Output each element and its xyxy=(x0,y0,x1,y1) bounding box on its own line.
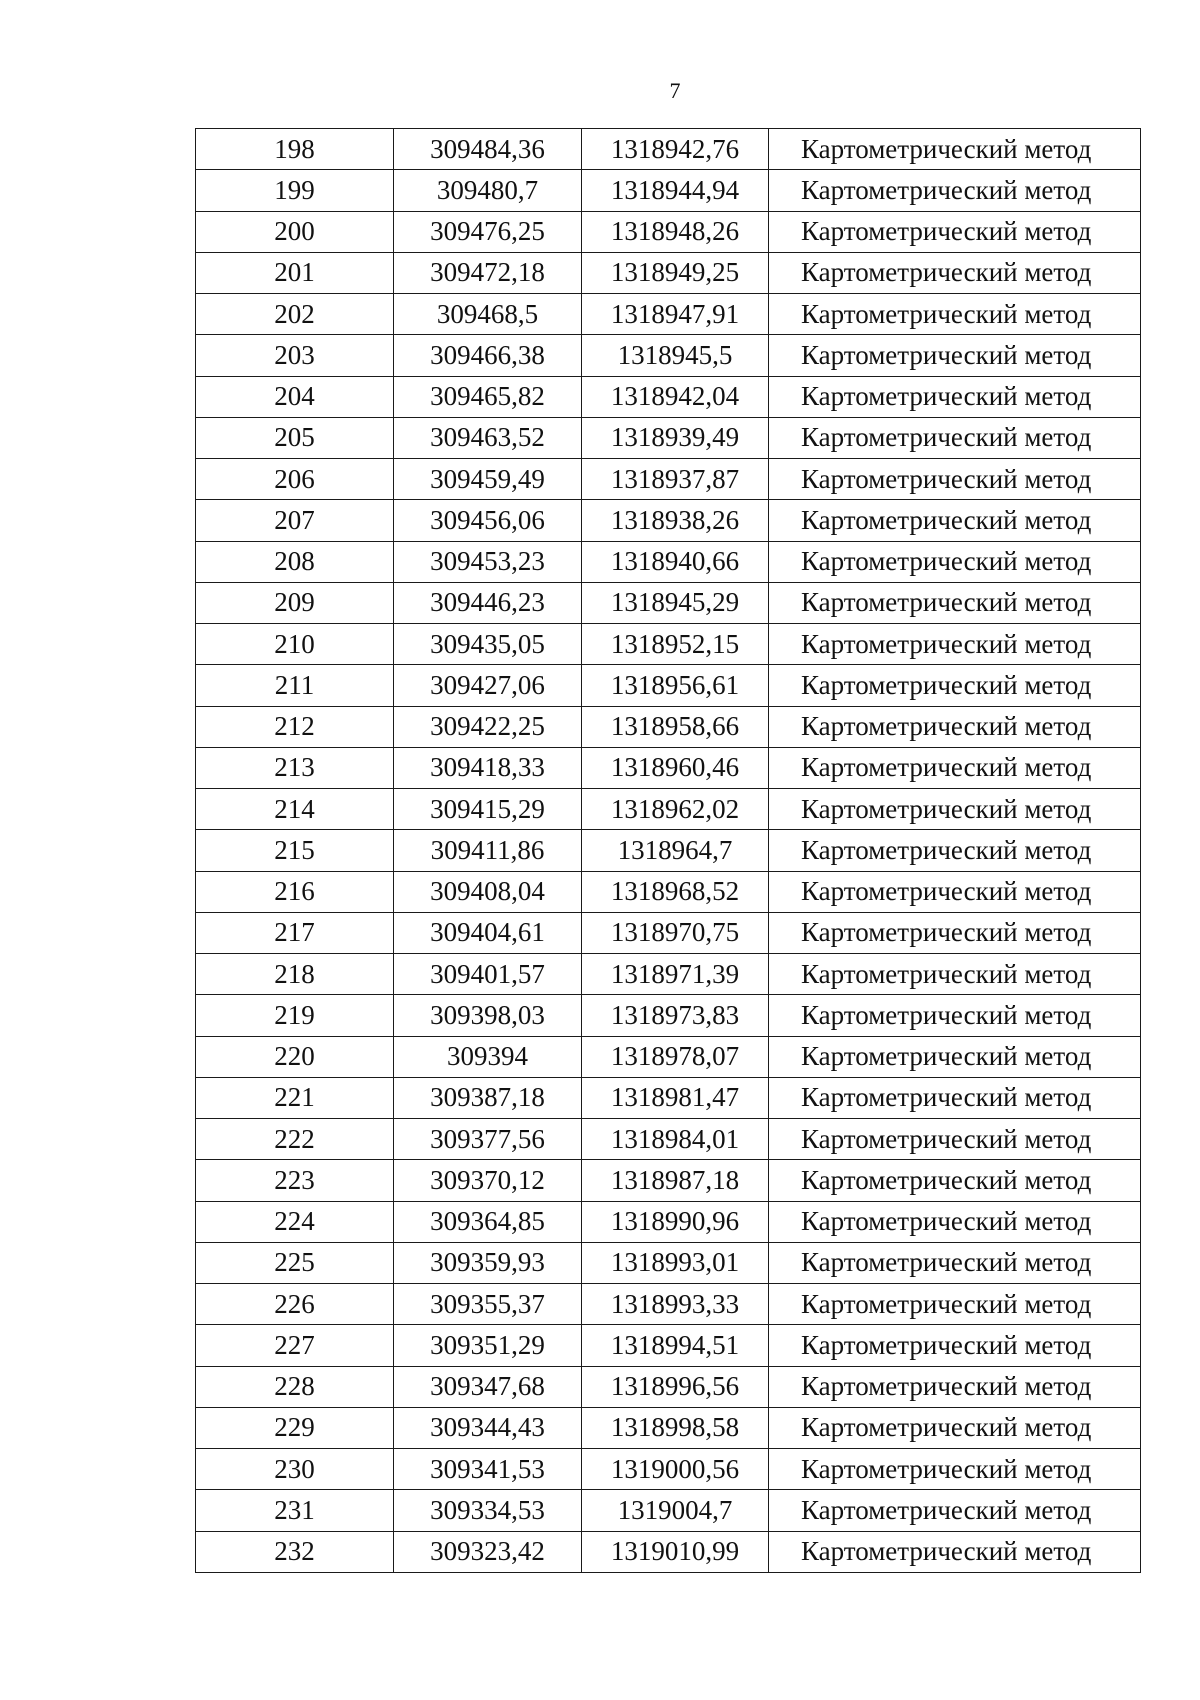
method-cell: Картометрический метод xyxy=(769,954,1141,995)
y-coordinate-cell: 1318958,66 xyxy=(582,706,769,747)
point-number-cell: 207 xyxy=(196,500,394,541)
point-number-cell: 222 xyxy=(196,1119,394,1160)
point-number-cell: 223 xyxy=(196,1160,394,1201)
method-cell: Картометрический метод xyxy=(769,706,1141,747)
x-coordinate-cell: 309377,56 xyxy=(394,1119,582,1160)
x-coordinate-cell: 309468,5 xyxy=(394,294,582,335)
x-coordinate-cell: 309404,61 xyxy=(394,912,582,953)
table-row xyxy=(196,252,1141,293)
y-coordinate-cell: 1318939,49 xyxy=(582,417,769,458)
x-coordinate-cell: 309364,85 xyxy=(394,1201,582,1242)
method-cell: Картометрический метод xyxy=(769,624,1141,665)
method-cell: Картометрический метод xyxy=(769,665,1141,706)
y-coordinate-cell: 1319000,56 xyxy=(582,1449,769,1490)
point-number-cell: 201 xyxy=(196,252,394,293)
point-number-cell: 199 xyxy=(196,170,394,211)
x-coordinate-cell: 309456,06 xyxy=(394,500,582,541)
method-cell: Картометрический метод xyxy=(769,1325,1141,1366)
point-number-cell: 209 xyxy=(196,582,394,623)
method-cell: Картометрический метод xyxy=(769,1201,1141,1242)
y-coordinate-cell: 1318949,25 xyxy=(582,252,769,293)
point-number-cell: 227 xyxy=(196,1325,394,1366)
x-coordinate-cell: 309476,25 xyxy=(394,211,582,252)
x-coordinate-cell: 309334,53 xyxy=(394,1490,582,1531)
y-coordinate-cell: 1318942,04 xyxy=(582,376,769,417)
point-number-cell: 215 xyxy=(196,830,394,871)
table-row xyxy=(196,747,1141,788)
x-coordinate-cell: 309418,33 xyxy=(394,747,582,788)
x-coordinate-cell: 309411,86 xyxy=(394,830,582,871)
table-row xyxy=(196,500,1141,541)
method-cell: Картометрический метод xyxy=(769,335,1141,376)
method-cell: Картометрический метод xyxy=(769,1036,1141,1077)
point-number-cell: 229 xyxy=(196,1407,394,1448)
method-cell: Картометрический метод xyxy=(769,995,1141,1036)
method-cell: Картометрический метод xyxy=(769,1531,1141,1572)
x-coordinate-cell: 309344,43 xyxy=(394,1407,582,1448)
table-row xyxy=(196,1407,1141,1448)
y-coordinate-cell: 1318973,83 xyxy=(582,995,769,1036)
table-row xyxy=(196,706,1141,747)
point-number-cell: 221 xyxy=(196,1077,394,1118)
y-coordinate-cell: 1318981,47 xyxy=(582,1077,769,1118)
x-coordinate-cell: 309484,36 xyxy=(394,129,582,170)
y-coordinate-cell: 1318971,39 xyxy=(582,954,769,995)
x-coordinate-cell: 309370,12 xyxy=(394,1160,582,1201)
point-number-cell: 219 xyxy=(196,995,394,1036)
coordinates-table-body xyxy=(196,129,1141,1573)
x-coordinate-cell: 309435,05 xyxy=(394,624,582,665)
table-row xyxy=(196,1325,1141,1366)
x-coordinate-cell: 309408,04 xyxy=(394,871,582,912)
method-cell: Картометрический метод xyxy=(769,1160,1141,1201)
point-number-cell: 212 xyxy=(196,706,394,747)
y-coordinate-cell: 1318938,26 xyxy=(582,500,769,541)
page-number: 7 xyxy=(669,78,681,103)
coordinates-table xyxy=(195,128,1141,1573)
y-coordinate-cell: 1318945,5 xyxy=(582,335,769,376)
table-row xyxy=(196,1449,1141,1490)
y-coordinate-cell: 1318993,33 xyxy=(582,1284,769,1325)
point-number-cell: 204 xyxy=(196,376,394,417)
point-number-cell: 218 xyxy=(196,954,394,995)
point-number-cell: 213 xyxy=(196,747,394,788)
table-row xyxy=(196,1160,1141,1201)
y-coordinate-cell: 1318956,61 xyxy=(582,665,769,706)
x-coordinate-cell: 309472,18 xyxy=(394,252,582,293)
y-coordinate-cell: 1318994,51 xyxy=(582,1325,769,1366)
method-cell: Картометрический метод xyxy=(769,376,1141,417)
x-coordinate-cell: 309465,82 xyxy=(394,376,582,417)
table-row xyxy=(196,294,1141,335)
method-cell: Картометрический метод xyxy=(769,582,1141,623)
table-row xyxy=(196,1036,1141,1077)
method-cell: Картометрический метод xyxy=(769,459,1141,500)
table-row xyxy=(196,1284,1141,1325)
x-coordinate-cell: 309401,57 xyxy=(394,954,582,995)
x-coordinate-cell: 309480,7 xyxy=(394,170,582,211)
table-row xyxy=(196,1531,1141,1572)
method-cell: Картометрический метод xyxy=(769,1242,1141,1283)
x-coordinate-cell: 309323,42 xyxy=(394,1531,582,1572)
point-number-cell: 230 xyxy=(196,1449,394,1490)
x-coordinate-cell: 309387,18 xyxy=(394,1077,582,1118)
point-number-cell: 211 xyxy=(196,665,394,706)
method-cell: Картометрический метод xyxy=(769,830,1141,871)
y-coordinate-cell: 1318952,15 xyxy=(582,624,769,665)
y-coordinate-cell: 1318942,76 xyxy=(582,129,769,170)
x-coordinate-cell: 309359,93 xyxy=(394,1242,582,1283)
point-number-cell: 210 xyxy=(196,624,394,665)
table-row xyxy=(196,1201,1141,1242)
table-row xyxy=(196,1490,1141,1531)
x-coordinate-cell: 309398,03 xyxy=(394,995,582,1036)
y-coordinate-cell: 1318968,52 xyxy=(582,871,769,912)
table-row xyxy=(196,170,1141,211)
method-cell: Картометрический метод xyxy=(769,252,1141,293)
point-number-cell: 198 xyxy=(196,129,394,170)
y-coordinate-cell: 1318987,18 xyxy=(582,1160,769,1201)
point-number-cell: 203 xyxy=(196,335,394,376)
y-coordinate-cell: 1318990,96 xyxy=(582,1201,769,1242)
point-number-cell: 231 xyxy=(196,1490,394,1531)
method-cell: Картометрический метод xyxy=(769,1490,1141,1531)
method-cell: Картометрический метод xyxy=(769,1407,1141,1448)
method-cell: Картометрический метод xyxy=(769,500,1141,541)
x-coordinate-cell: 309347,68 xyxy=(394,1366,582,1407)
table-row xyxy=(196,871,1141,912)
table-row xyxy=(196,1366,1141,1407)
method-cell: Картометрический метод xyxy=(769,747,1141,788)
point-number-cell: 200 xyxy=(196,211,394,252)
y-coordinate-cell: 1318964,7 xyxy=(582,830,769,871)
y-coordinate-cell: 1318960,46 xyxy=(582,747,769,788)
method-cell: Картометрический метод xyxy=(769,541,1141,582)
table-row xyxy=(196,624,1141,665)
point-number-cell: 206 xyxy=(196,459,394,500)
table-row xyxy=(196,211,1141,252)
table-row xyxy=(196,954,1141,995)
table-row xyxy=(196,1242,1141,1283)
y-coordinate-cell: 1318996,56 xyxy=(582,1366,769,1407)
point-number-cell: 202 xyxy=(196,294,394,335)
y-coordinate-cell: 1318945,29 xyxy=(582,582,769,623)
x-coordinate-cell: 309446,23 xyxy=(394,582,582,623)
table-row xyxy=(196,335,1141,376)
x-coordinate-cell: 309355,37 xyxy=(394,1284,582,1325)
x-coordinate-cell: 309463,52 xyxy=(394,417,582,458)
point-number-cell: 217 xyxy=(196,912,394,953)
x-coordinate-cell: 309453,23 xyxy=(394,541,582,582)
method-cell: Картометрический метод xyxy=(769,170,1141,211)
method-cell: Картометрический метод xyxy=(769,417,1141,458)
table-row xyxy=(196,417,1141,458)
y-coordinate-cell: 1318937,87 xyxy=(582,459,769,500)
point-number-cell: 208 xyxy=(196,541,394,582)
x-coordinate-cell: 309466,38 xyxy=(394,335,582,376)
x-coordinate-cell: 309415,29 xyxy=(394,789,582,830)
y-coordinate-cell: 1318970,75 xyxy=(582,912,769,953)
y-coordinate-cell: 1318944,94 xyxy=(582,170,769,211)
table-row xyxy=(196,789,1141,830)
y-coordinate-cell: 1319010,99 xyxy=(582,1531,769,1572)
table-row xyxy=(196,376,1141,417)
method-cell: Картометрический метод xyxy=(769,871,1141,912)
method-cell: Картометрический метод xyxy=(769,211,1141,252)
method-cell: Картометрический метод xyxy=(769,294,1141,335)
point-number-cell: 226 xyxy=(196,1284,394,1325)
point-number-cell: 228 xyxy=(196,1366,394,1407)
y-coordinate-cell: 1318940,66 xyxy=(582,541,769,582)
method-cell: Картометрический метод xyxy=(769,1284,1141,1325)
table-row xyxy=(196,541,1141,582)
table-row xyxy=(196,1077,1141,1118)
y-coordinate-cell: 1318984,01 xyxy=(582,1119,769,1160)
method-cell: Картометрический метод xyxy=(769,1366,1141,1407)
x-coordinate-cell: 309459,49 xyxy=(394,459,582,500)
method-cell: Картометрический метод xyxy=(769,1077,1141,1118)
method-cell: Картометрический метод xyxy=(769,1119,1141,1160)
table-row xyxy=(196,995,1141,1036)
y-coordinate-cell: 1318948,26 xyxy=(582,211,769,252)
point-number-cell: 214 xyxy=(196,789,394,830)
y-coordinate-cell: 1319004,7 xyxy=(582,1490,769,1531)
table-row xyxy=(196,1119,1141,1160)
y-coordinate-cell: 1318947,91 xyxy=(582,294,769,335)
method-cell: Картометрический метод xyxy=(769,129,1141,170)
x-coordinate-cell: 309427,06 xyxy=(394,665,582,706)
table-row xyxy=(196,459,1141,500)
x-coordinate-cell: 309422,25 xyxy=(394,706,582,747)
point-number-cell: 205 xyxy=(196,417,394,458)
table-row xyxy=(196,665,1141,706)
y-coordinate-cell: 1318962,02 xyxy=(582,789,769,830)
table-row xyxy=(196,582,1141,623)
method-cell: Картометрический метод xyxy=(769,1449,1141,1490)
x-coordinate-cell: 309341,53 xyxy=(394,1449,582,1490)
point-number-cell: 232 xyxy=(196,1531,394,1572)
point-number-cell: 216 xyxy=(196,871,394,912)
y-coordinate-cell: 1318978,07 xyxy=(582,1036,769,1077)
method-cell: Картометрический метод xyxy=(769,912,1141,953)
y-coordinate-cell: 1318998,58 xyxy=(582,1407,769,1448)
table-row xyxy=(196,912,1141,953)
table-row xyxy=(196,830,1141,871)
point-number-cell: 224 xyxy=(196,1201,394,1242)
point-number-cell: 220 xyxy=(196,1036,394,1077)
method-cell: Картометрический метод xyxy=(769,789,1141,830)
table-row xyxy=(196,129,1141,170)
point-number-cell: 225 xyxy=(196,1242,394,1283)
y-coordinate-cell: 1318993,01 xyxy=(582,1242,769,1283)
x-coordinate-cell: 309394 xyxy=(394,1036,582,1077)
x-coordinate-cell: 309351,29 xyxy=(394,1325,582,1366)
